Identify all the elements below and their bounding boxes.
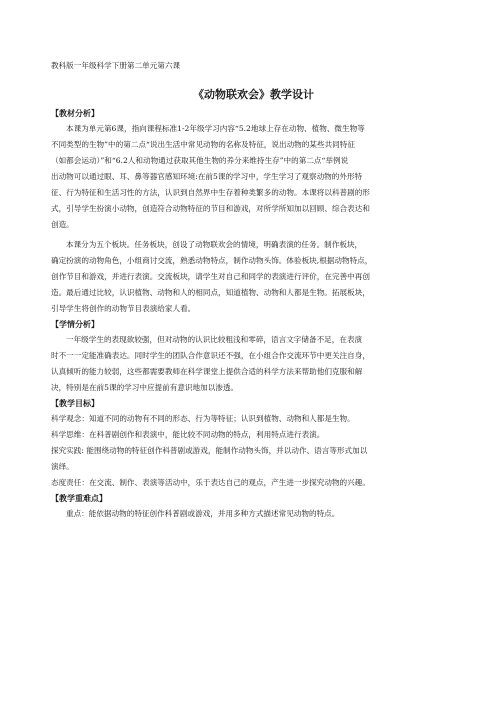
section-heading-teaching-goals: 【教学目标】: [51, 398, 99, 408]
text-line: 演绎。: [51, 462, 74, 471]
text-line: 不同类型的生物”中的第二点“说出生活中常见动物的名称及特征，说出动物的某些共同特征: [51, 140, 355, 149]
text-line: 科学思维：在科普剧创作和表演中，能比较不同动物的特点，利用特点进行表演。: [51, 430, 325, 439]
text-line: 创造。: [51, 220, 74, 229]
student-analysis-paragraph: [51, 332, 456, 396]
text-line: 时不一一定能准确表达。同时学生的团队合作意识还不强，在小组合作交流环节中更关注自身，: [51, 351, 370, 360]
textbook-analysis-paragraph-1: [51, 121, 456, 233]
text-line: 式，引导学生扮演小动物，创造符合动物特征的节目和游戏，对所学所知加以回顾、综合表达和: [51, 204, 370, 213]
goal-science-concept: [51, 411, 456, 427]
key-points-paragraph: [51, 506, 456, 522]
text-line: 造。最后通过比较，认识植物、动物和人的相同点，知道植物、动物和人都是生物。拓展板块，: [51, 288, 370, 297]
goal-science-thinking: [51, 427, 456, 443]
textbook-analysis-paragraph-2: [51, 237, 456, 317]
text-line: 创作节目和游戏，并进行表演。交流板块，请学生对自己和同学的表演进行评价，在完善中再创: [51, 272, 370, 281]
text-line: 引导学生将创作的动物节目表演给家人看。: [51, 304, 196, 313]
goal-inquiry-practice: [51, 443, 456, 475]
text-line: 态度责任：在交流、制作、表演等活动中，乐于表达自己的观点，产生进一步探究动物的兴趣。: [51, 478, 370, 487]
section-heading-key-points: 【教学重难点】: [51, 493, 107, 503]
text-line: 出动物可以通过眼、耳、鼻等器官感知环境:在前5课的学习中，学生学习了观察动物的外形特: [51, 172, 363, 181]
text-line: 本课为单元第6课，指向课程标准1-2年级学习内容“5.2地球上存在动物、植物、微生物等: [66, 124, 365, 133]
text-line: 科学观念：知道不同的动物有不同的形态、行为等特征；认识到植物、动物和人都是生物。: [51, 414, 355, 423]
text-line: 探究实践: 能围绕动物的特征创作科普剧或游戏，能制作动物头饰，并以动作、语言等形式加以: [51, 446, 368, 455]
text-line: （如都会运动）”和“6.2人和动物通过获取其他生物的养分来维持生存”中的第二点“举例说: [51, 156, 349, 165]
text-line: 征、行为特征和生活习性的方法，认识到自然界中生存着种类繁多的动物。本课将以科普剧的形: [51, 188, 370, 197]
text-line: 本课分为五个板块。任务板块，创设了动物联欢会的情境，明确表演的任务。制作板块，: [66, 240, 363, 249]
goal-attitude-responsibility: [51, 475, 456, 491]
section-heading-student-analysis: 【学情分析】: [51, 319, 99, 329]
text-line: 决，特别是在前5课的学习中应提前有意识地加以渗透。: [51, 383, 239, 392]
course-header: 教科版一年级科学下册第二单元第六课: [51, 61, 181, 70]
text-line: 一年级学生的表现欲较强，但对动物的认识比较粗浅和零碎，语言文字储备不足，在表演: [66, 335, 363, 344]
text-line: 认真倾听的能力较弱，这些都需要教师在科学课堂上提供合适的科学方法来帮助他们克服和解: [51, 367, 363, 376]
document-title: 《动物联欢会》教学设计: [193, 88, 314, 101]
text-line: 确定扮演的动物角色，小组商讨交流，熟悉动物特点，制作动物头饰。体验板块,根据动物特点，: [51, 256, 373, 265]
text-line: 重点：能依据动物的特征创作科普剧或游戏，并用多种方式描述常见动物的特点。: [66, 509, 340, 518]
section-heading-textbook-analysis: 【教材分析】: [51, 108, 99, 118]
